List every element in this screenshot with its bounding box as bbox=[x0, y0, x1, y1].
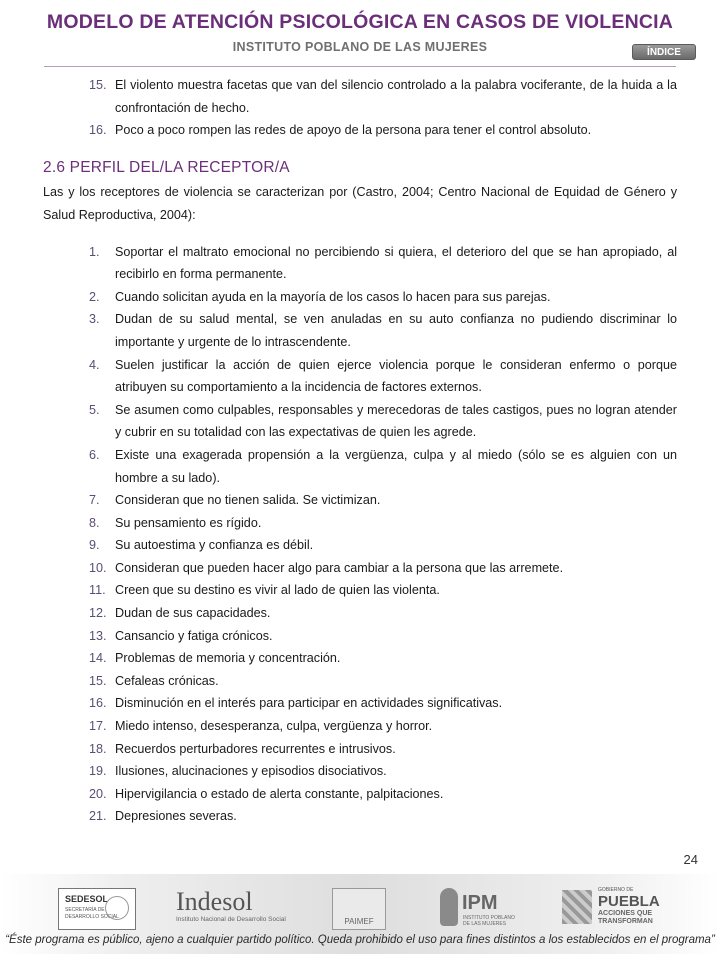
list-item bbox=[43, 286, 677, 309]
list-item bbox=[43, 805, 677, 828]
list-item bbox=[43, 783, 677, 806]
list-text: Consideran que no tienen salida. Se victimizan. bbox=[115, 493, 381, 508]
list-item bbox=[43, 738, 677, 761]
list-number: 18. bbox=[89, 741, 107, 756]
list-number: 20. bbox=[89, 786, 107, 801]
list-item bbox=[43, 74, 677, 119]
ipm-logo-subtext bbox=[463, 915, 515, 927]
list-number: 11. bbox=[89, 583, 106, 598]
puebla-mark-icon bbox=[562, 890, 592, 924]
list-text: Recuerdos perturbadores recurrentes e intrusivos. bbox=[115, 741, 396, 756]
list-item bbox=[43, 557, 677, 580]
list-item bbox=[43, 512, 677, 535]
section-intro: Las y los receptores de violencia se caracterizan por (Castro, 2004; Centro Nacional de Equidad de Género y Salud Reproductiva, 2004): bbox=[43, 185, 677, 222]
coat-of-arms-icon bbox=[105, 896, 129, 920]
list-number: 3. bbox=[89, 312, 100, 327]
list-text: Depresiones severas. bbox=[115, 809, 237, 824]
list-number: 1. bbox=[89, 244, 100, 259]
list-number: 19. bbox=[89, 764, 107, 779]
institution-subtitle: INSTITUTO POBLANO DE LAS MUJERES bbox=[232, 40, 488, 54]
list-number: 2. bbox=[89, 289, 100, 304]
list-number: 8. bbox=[89, 515, 100, 530]
indesol-logo bbox=[176, 888, 286, 928]
list-item bbox=[43, 602, 677, 625]
list-text: Se asumen como culpables, responsables y merecedoras de tales castigos, pues no logran atender y cubrir en su totalidad con las expectativas de quien les agrede. bbox=[115, 402, 677, 440]
list-number: 13. bbox=[89, 628, 107, 643]
list-number: 10. bbox=[89, 560, 107, 575]
ipm-sub-line: DE LAS MUJERES bbox=[463, 921, 507, 927]
program-disclaimer: “Éste programa es público, ajeno a cualquier partido político. Queda prohibido el uso para fines distintos a los establecidos en el programa” bbox=[5, 934, 715, 946]
list-item bbox=[43, 760, 677, 783]
sedesol-logo-text: SEDESOL bbox=[65, 894, 109, 904]
spacer bbox=[43, 227, 677, 241]
puebla-logo-topline: GOBIERNO DE bbox=[598, 887, 634, 893]
list-text: Dudan de su salud mental, se ven anuladas en su auto confianza no pudiendo discriminar lo importante y urgente de lo intrascendente. bbox=[115, 312, 677, 349]
list-text: Dudan de sus capacidades. bbox=[115, 606, 271, 621]
list-item bbox=[43, 119, 677, 142]
list-number: 14. bbox=[89, 651, 107, 666]
previous-list bbox=[43, 74, 677, 142]
list-item bbox=[43, 579, 677, 602]
ipm-logo bbox=[440, 888, 526, 928]
list-text: Creen que su destino es vivir al lado de quien las violenta. bbox=[115, 583, 440, 598]
list-number: 12. bbox=[89, 606, 107, 621]
list-text: Su autoestima y confianza es débil. bbox=[115, 538, 314, 553]
section-heading: 2.6 PERFIL DEL/LA RECEPTOR/A bbox=[43, 158, 290, 176]
paimef-logo-text: PAIMEF bbox=[344, 917, 374, 926]
list-text: Poco a poco rompen las redes de apoyo de la persona para tener el control absoluto. bbox=[115, 123, 592, 138]
list-number: 16. bbox=[89, 696, 107, 711]
list-text: Existe una exagerada propensión a la vergüenza, culpa y al miedo (sólo se es alguien con un hombre a su lado). bbox=[115, 447, 677, 485]
puebla-logo bbox=[562, 888, 672, 928]
puebla-sub-line: ACCIONES QUE bbox=[598, 910, 653, 917]
list-text: El violento muestra facetas que van del silencio controlado a la palabra vociferante, de la huida a la confrontación de hecho. bbox=[115, 78, 677, 115]
sedesol-logo-subtext: SECRETARÍA DE bbox=[65, 907, 105, 913]
sedesol-logo-subtext: DESARROLLO SOCIAL bbox=[65, 914, 119, 920]
header-divider bbox=[44, 66, 676, 67]
list-text: Cefaleas crónicas. bbox=[115, 673, 219, 688]
list-text: Cansancio y fatiga crónicos. bbox=[115, 628, 273, 643]
list-text: Ilusiones, alucinaciones y episodios disociativos. bbox=[115, 764, 387, 779]
list-number: 15. bbox=[89, 78, 107, 92]
sedesol-logo bbox=[58, 888, 136, 930]
document-title: MODELO DE ATENCIÓN PSICOLÓGICA EN CASOS DE VIOLENCIA bbox=[46, 11, 674, 33]
list-item bbox=[43, 444, 677, 489]
paimef-logo bbox=[332, 888, 386, 930]
ipm-figure-icon bbox=[440, 888, 458, 926]
list-number: 4. bbox=[89, 357, 100, 372]
list-item bbox=[43, 692, 677, 715]
puebla-logo-subtext bbox=[598, 910, 653, 926]
ipm-logo-text: IPM bbox=[462, 892, 498, 914]
list-text: Soportar el maltrato emocional no percibiendo si quiera, el deterioro del que se han apropiado, al recibirlo en forma permanente. bbox=[115, 244, 677, 282]
list-number: 9. bbox=[89, 538, 100, 553]
list-text: Miedo intenso, desesperanza, culpa, vergüenza y horror. bbox=[115, 719, 433, 734]
list-text: Problemas de memoria y concentración. bbox=[115, 651, 341, 666]
list-number: 16. bbox=[89, 123, 107, 138]
list-item bbox=[43, 308, 677, 353]
list-item bbox=[43, 241, 677, 286]
ipm-sub-line: INSTITUTO POBLANO bbox=[463, 915, 515, 921]
list-item bbox=[43, 489, 677, 512]
list-number: 5. bbox=[89, 402, 100, 417]
list-text: Cuando solicitan ayuda en la mayoría de los casos lo hacen para sus parejas. bbox=[115, 289, 551, 304]
indesol-logo-subtext: Instituto Nacional de Desarrollo Social bbox=[176, 916, 286, 923]
list-number: 7. bbox=[89, 493, 100, 508]
list-item bbox=[43, 625, 677, 648]
indesol-logo-text: Indesol bbox=[176, 887, 253, 916]
page-number: 24 bbox=[683, 852, 698, 867]
list-item bbox=[43, 715, 677, 738]
puebla-sub-line: TRANSFORMAN bbox=[598, 918, 653, 925]
index-button[interactable]: ÍNDICE bbox=[632, 44, 696, 60]
list-item bbox=[43, 399, 677, 444]
list-item bbox=[43, 647, 677, 670]
page-content bbox=[43, 74, 677, 828]
list-text: Suelen justificar la acción de quien ejerce violencia porque le consideran enfermo o porque atribuyen su comportamiento a la incidencia de factores externos. bbox=[115, 357, 677, 395]
list-text: Su pensamiento es rígido. bbox=[115, 515, 262, 530]
list-text: Consideran que pueden hacer algo para cambiar a la persona que las arremete. bbox=[115, 560, 564, 575]
list-text: Hipervigilancia o estado de alerta constante, palpitaciones. bbox=[115, 786, 444, 801]
list-item bbox=[43, 670, 677, 693]
list-number: 21. bbox=[89, 809, 107, 824]
list-item bbox=[43, 534, 677, 557]
list-item bbox=[43, 354, 677, 399]
list-number: 15. bbox=[89, 673, 107, 688]
puebla-logo-text: PUEBLA bbox=[598, 893, 660, 910]
receptor-traits-list bbox=[43, 241, 677, 828]
list-text: Disminución en el interés para participar en actividades significativas. bbox=[115, 696, 503, 711]
list-number: 17. bbox=[89, 719, 107, 734]
list-number: 6. bbox=[89, 447, 100, 462]
